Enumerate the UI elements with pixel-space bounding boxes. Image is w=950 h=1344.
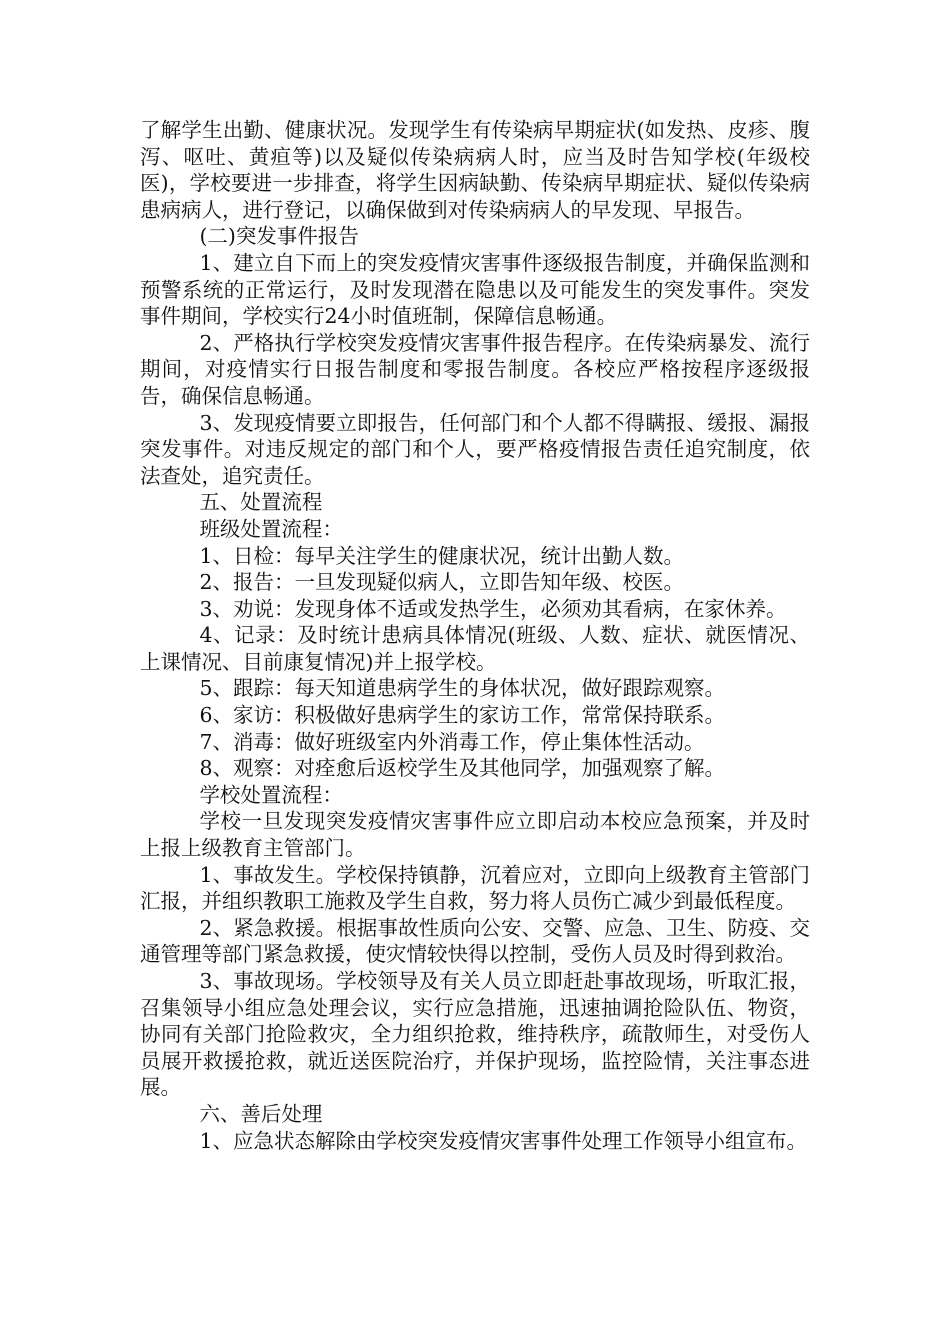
class-step-8: 8、观察：对痊愈后返校学生及其他同学，加强观察了解。	[199, 756, 725, 781]
school-step-1: 1、事故发生。学校保持镇静，沉着应对，立即向上级教育主管部门汇报，并组织教职工施救及学生自救，努力将人员伤亡减少到最低程度。	[140, 862, 810, 914]
class-step-5: 5、跟踪：每天知道患病学生的身体状况，做好跟踪观察。	[199, 676, 725, 701]
section-heading-aftermath: 六、善后处理	[199, 1101, 323, 1126]
class-step-1: 1、日检：每早关注学生的健康状况，统计出勤人数。	[199, 543, 684, 568]
class-step-7: 7、消毒：做好班级室内外消毒工作，停止集体性活动。	[199, 729, 705, 754]
subheading-class-procedure: 班级处置流程：	[199, 516, 343, 541]
paragraph-report-item-3: 3、发现疫情要立即报告，任何部门和个人都不得瞒报、缓报、漏报突发事件。对违反规定的部门和个人，要严格疫情报告责任追究制度，依法查处，追究责任。	[140, 410, 810, 488]
section-heading-procedure: 五、处置流程	[199, 490, 323, 515]
class-step-6: 6、家访：积极做好患病学生的家访工作，常常保持联系。	[199, 703, 725, 728]
class-step-3: 3、劝说：发现身体不适或发热学生，必须劝其看病，在家休养。	[199, 596, 787, 621]
paragraph-report-item-2: 2、严格执行学校突发疫情灾害事件报告程序。在传染病暴发、流行期间，对疫情实行日报告制度和零报告制度。各校应严格按程序逐级报告，确保信息畅通。	[140, 330, 810, 408]
paragraph-continuation: 了解学生出勤、健康状况。发现学生有传染病早期症状(如发热、皮疹、腹泻、呕吐、黄疸等)以及疑似传染病病人时，应当及时告知学校(年级校医)，学校要进一步排查，将学生因病缺勤、传染病早期症状、疑似传染病患病病人，进行登记，以确保做到对传染病病人的早发现、早报告。	[140, 118, 810, 222]
aftermath-step-1: 1、应急状态解除由学校突发疫情灾害事件处理工作领导小组宣布。	[199, 1128, 807, 1153]
document-body	[140, 117, 810, 1154]
school-procedure-intro: 学校一旦发现突发疫情灾害事件应立即启动本校应急预案，并及时上报上级教育主管部门。	[140, 809, 810, 861]
school-step-3: 3、事故现场。学校领导及有关人员立即赶赴事故现场，听取汇报，召集领导小组应急处理会议，实行应急措施，迅速抽调抢险队伍、物资，协同有关部门抢险救灾，全力组织抢救，维持秩序，疏散师生，对受伤人员展开救援抢救，就近送医院治疗，并保护现场，监控险情，关注事态进展。	[140, 969, 810, 1100]
class-step-4: 4、记录：及时统计患病具体情况(班级、人数、症状、就医情况、上课情况、目前康复情况)并上报学校。	[140, 623, 810, 674]
class-step-2: 2、报告：一旦发现疑似病人，立即告知年级、校医。	[199, 570, 684, 595]
paragraph-report-item-1: 1、建立自下而上的突发疫情灾害事件逐级报告制度，并确保监测和预警系统的正常运行，及时发现潜在隐患以及可能发生的突发事件。突发事件期间，学校实行24小时值班制，保障信息畅通。	[140, 250, 810, 329]
section-heading-emergency-report: (二)突发事件报告	[199, 224, 359, 249]
school-step-2: 2、紧急救援。根据事故性质向公安、交警、应急、卫生、防疫、交通管理等部门紧急救援，使灾情较快得以控制，受伤人员及时得到救治。	[140, 915, 810, 967]
subheading-school-procedure: 学校处置流程：	[199, 782, 343, 807]
